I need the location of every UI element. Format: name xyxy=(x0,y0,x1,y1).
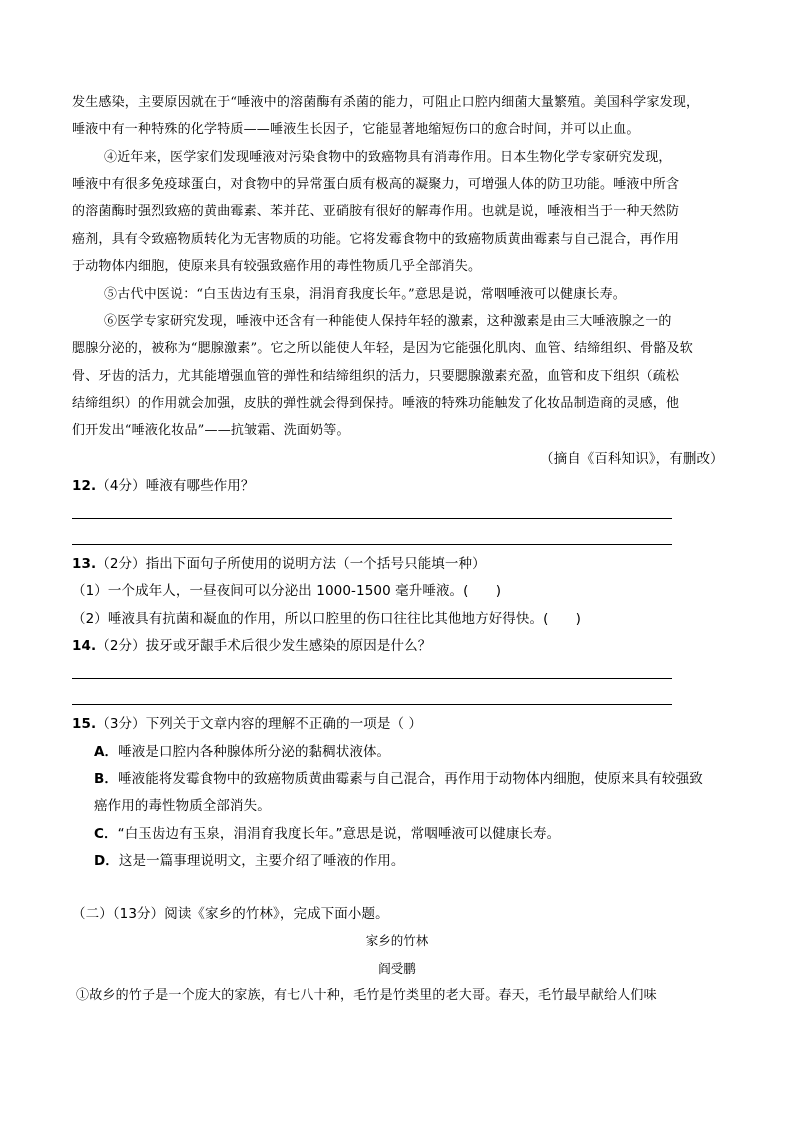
passage-line: 的溶菌酶时强烈致癌的黄曲霉素、苯并芘、亚硝胺有很好的解毒作用。也就是说，唾液相当于一种天然防 xyxy=(72,204,680,219)
answer-line[interactable] xyxy=(72,518,672,519)
answer-line[interactable] xyxy=(72,678,672,679)
option-d[interactable]: D．这是一篇事理说明文，主要介绍了唾液的作用。 xyxy=(94,853,405,869)
question-12 xyxy=(72,477,255,495)
question-number: 12. xyxy=(72,478,97,494)
passage-line: 们开发出“唾液化妆品”——抗皱霜、洗面奶等。 xyxy=(72,423,350,438)
question-text: （2分）指出下面句子所使用的说明方法（一个括号只能填一种） xyxy=(96,556,486,572)
passage-line: 骨、牙齿的活力，尤其能增强血管的弹性和结缔组织的活力，只要腮腺激素充盈，血管和皮下组织（疏松 xyxy=(72,369,680,384)
question-13-item-2: （2）唾液具有抗菌和凝血的作用，所以口腔里的伤口往往比其他地方好得快。( ) xyxy=(72,611,582,627)
question-13-item-1: （1）一个成年人，一昼夜间可以分泌出 1000-1500 毫升唾液。( ) xyxy=(72,583,502,599)
option-b[interactable]: B．唾液能将发霉食物中的致癌物质黄曲霉素与自己混合，再作用于动物体内细胞，使原来具有较强致 xyxy=(94,771,703,787)
passage-line: 于动物体内细胞，使原来具有较强致癌作用的毒性物质几乎全部消失。 xyxy=(72,259,482,274)
article-title: 家乡的竹林 xyxy=(365,933,429,948)
source-citation: （摘自《百科知识》，有删改） xyxy=(540,451,724,467)
passage-line: 唾液中有很多免疫球蛋白，对食物中的异常蛋白质有极高的凝聚力，可增强人体的防卫功能。唾液中所含 xyxy=(72,177,680,192)
passage-line: 结缔组织）的作用就会加强，皮肤的弹性就会得到保持。唾液的特殊功能触发了化妆品制造商的灵感，他 xyxy=(72,396,680,411)
passage-line: 腮腺分泌的，被称为“腮腺激素”。它之所以能使人年轻，是因为它能强化肌肉、血管、结缔组织、骨骼及软 xyxy=(72,341,693,356)
section-heading: （二）（13分）阅读《家乡的竹林》，完成下面小题。 xyxy=(72,906,389,922)
option-b-continued: 癌作用的毒性物质全部消失。 xyxy=(94,798,271,814)
option-a[interactable]: A．唾液是口腔内各种腺体所分泌的黏稠状液体。 xyxy=(94,744,391,760)
passage-line: 癌剂，具有令致癌物质转化为无害物质的功能。它将发霉食物中的致癌物质黄曲霉素与自己混合，再作用 xyxy=(72,232,680,247)
passage-line: ④近年来，医学家们发现唾液对污染食物中的致癌物具有消毒作用。日本生物化学专家研究发现， xyxy=(104,150,672,165)
passage-line: 发生感染，主要原因就在于“唾液中的溶菌酶有杀菌的能力，可阻止口腔内细菌大量繁殖。美国科学家发现， xyxy=(72,95,700,110)
answer-line[interactable] xyxy=(72,704,672,705)
question-13 xyxy=(72,555,486,573)
passage-line: ⑥医学专家研究发现，唾液中还含有一种能使人保持年轻的激素，这种激素是由三大唾液腺之一的 xyxy=(104,314,672,329)
question-text: （2分）拔牙或牙龈手术后很少发生感染的原因是什么？ xyxy=(96,638,432,654)
question-text: （3分）下列关于文章内容的理解不正确的一项是（ ） xyxy=(96,716,423,732)
passage-line: ⑤古代中医说：“白玉齿边有玉泉，涓涓育我度长年。”意思是说，常咽唾液可以健康长寿。 xyxy=(104,287,626,302)
question-number: 14. xyxy=(72,638,97,654)
passage-line: 唾液中有一种特殊的化学特质——唾液生长因子，它能显著地缩短伤口的愈合时间，并可以止血。 xyxy=(72,122,640,137)
question-number: 13. xyxy=(72,556,97,572)
option-c[interactable]: C．“白玉齿边有玉泉，涓涓育我度长年。”意思是说，常咽唾液可以健康长寿。 xyxy=(94,826,561,842)
answer-line[interactable] xyxy=(72,544,672,545)
question-14 xyxy=(72,637,431,655)
article-author: 阎受鹏 xyxy=(378,961,416,976)
question-text: （4分）唾液有哪些作用？ xyxy=(96,478,255,494)
question-15 xyxy=(72,715,422,733)
article-paragraph: ①故乡的竹子是一个庞大的家族，有七八十种，毛竹是竹类里的老大哥。春天，毛竹最早献给人们味 xyxy=(76,988,657,1003)
question-number: 15. xyxy=(72,716,97,732)
